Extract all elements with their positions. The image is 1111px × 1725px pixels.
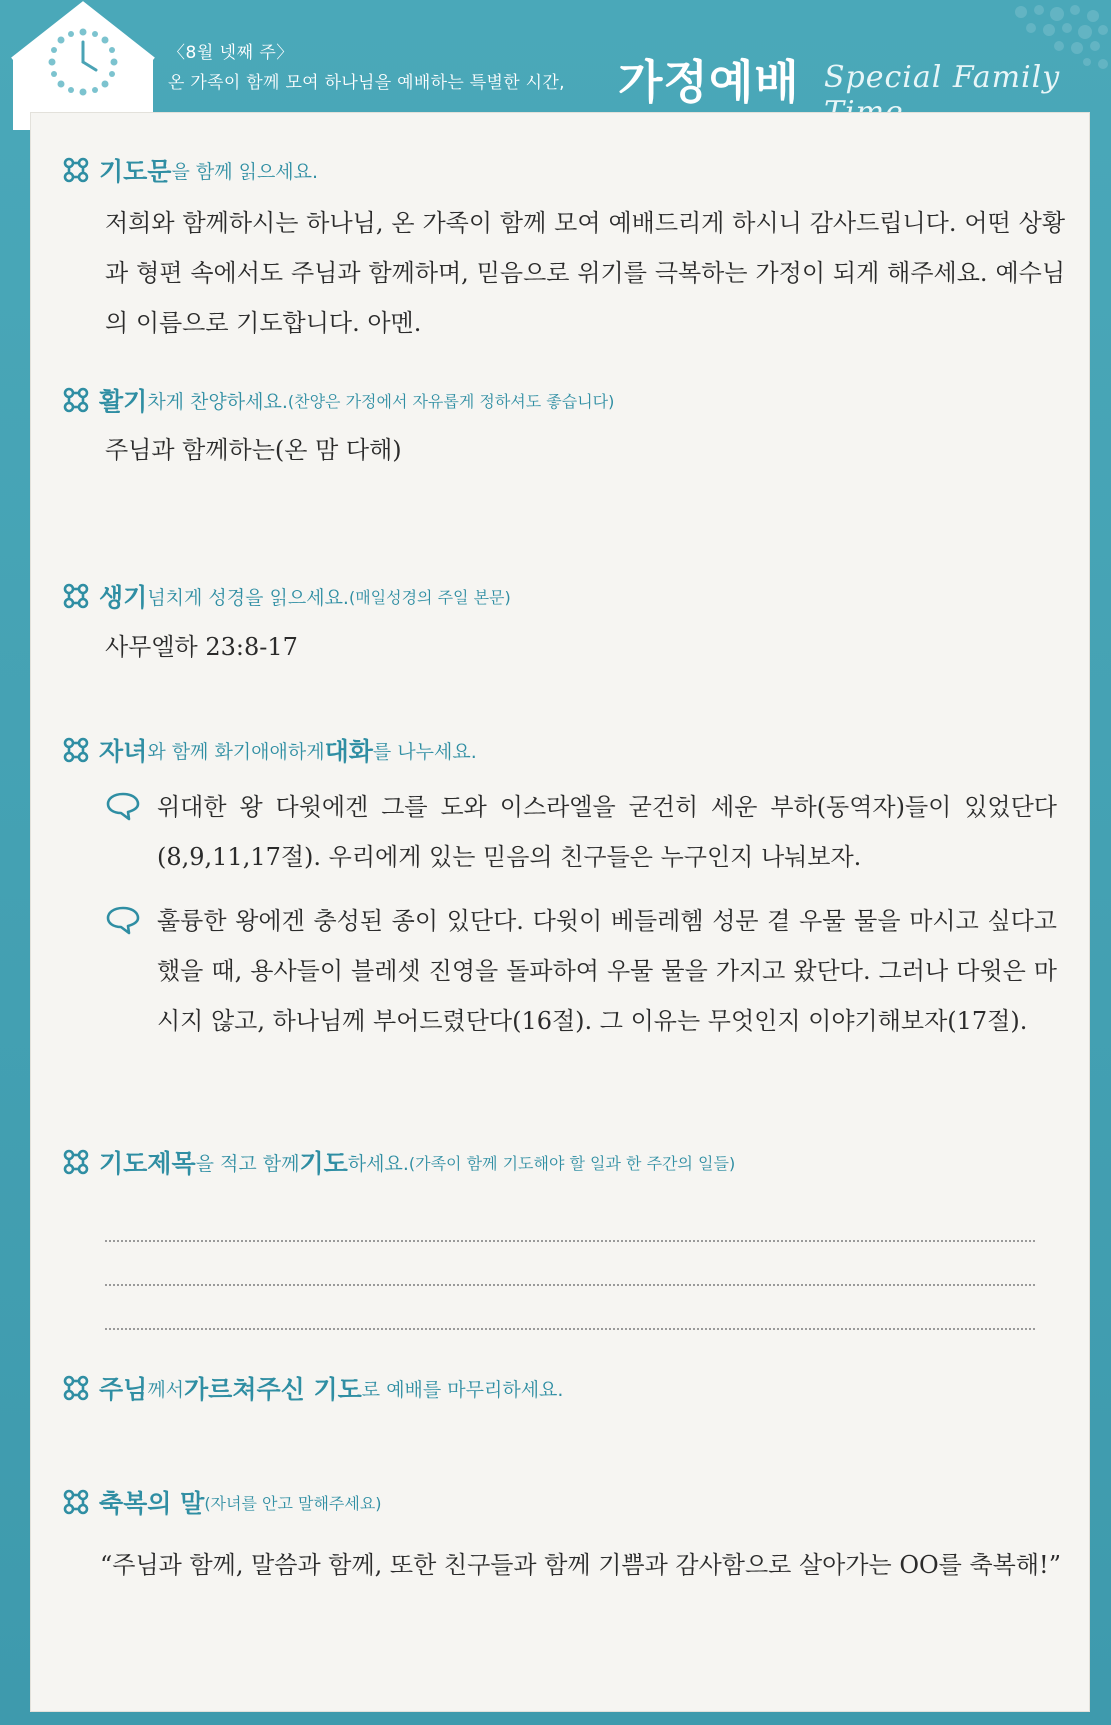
section-dialogue-heading <box>63 732 477 768</box>
heading-keyword: 기도제목 <box>99 1149 196 1178</box>
week-label: 〈8월 넷째 주〉 <box>168 43 294 63</box>
command-key-icon <box>63 583 89 609</box>
prayer-topic-line[interactable] <box>105 1240 1035 1242</box>
heading-keyword: 자녀 <box>99 737 148 766</box>
heading-text: 와 함께 화기애애하게 <box>147 740 325 763</box>
heading-note: (자녀를 안고 말해주세요) <box>204 1493 382 1513</box>
section-blessing-heading <box>63 1484 382 1520</box>
heading-keyword: 활기 <box>99 387 148 416</box>
prayer-topic-line[interactable] <box>105 1328 1035 1330</box>
praise-song: 주님과 함께하는(온 맘 다해) <box>105 436 402 464</box>
header-subtitle: 온 가족이 함께 모여 하나님을 예배하는 특별한 시간, <box>168 73 565 93</box>
section-lords-prayer-heading <box>63 1370 563 1406</box>
clock-house-icon <box>8 0 158 130</box>
scripture-reference: 사무엘하 23:8-17 <box>105 633 298 661</box>
question-text: 위대한 왕 다윗에겐 그를 도와 이스라엘을 굳건히 세운 부하(동역자)들이 있었단다(8,9,11,17절). 우리에게 있는 믿음의 친구들은 누구인지 나눠보자. <box>157 793 1057 871</box>
heading-note: (매일성경의 주일 본문) <box>348 587 511 607</box>
speech-bubble-icon <box>105 905 141 935</box>
heading-keyword: 축복의 말 <box>99 1489 205 1518</box>
content-card <box>30 112 1090 1712</box>
page-title: 가정예배 <box>618 55 800 109</box>
command-key-icon <box>63 157 89 183</box>
dialogue-question <box>105 782 1080 882</box>
dialogue-question <box>105 896 1080 1046</box>
page-title-english: Special Family <box>824 60 1061 95</box>
heading-keyword-2: 대화 <box>324 737 373 766</box>
heading-keyword-2: 가르쳐주신 기도 <box>184 1375 362 1404</box>
heading-keyword: 기도문 <box>99 157 172 186</box>
command-key-icon <box>63 1375 89 1401</box>
heading-text: 을 적고 함께 <box>195 1152 300 1175</box>
heading-note: (찬양은 가정에서 자유롭게 정하셔도 좋습니다) <box>287 391 615 411</box>
section-praise-heading <box>63 382 614 418</box>
page-header <box>0 0 1111 108</box>
command-key-icon <box>63 387 89 413</box>
heading-text: 께서 <box>147 1378 185 1401</box>
blessing-text: “주님과 함께, 말씀과 함께, 또한 친구들과 함께 기쁨과 감사함으로 살아가는 OO를 축복해!” <box>100 1551 1061 1579</box>
heading-keyword: 주님 <box>99 1375 148 1404</box>
heading-keyword: 생기 <box>99 583 148 612</box>
command-key-icon <box>63 737 89 763</box>
section-scripture-heading <box>63 578 511 614</box>
command-key-icon <box>63 1149 89 1175</box>
question-text: 훌륭한 왕에겐 충성된 종이 있단다. 다윗이 베들레헴 성문 곁 우물 물을 마시고 싶다고 했을 때, 용사들이 블레셋 진영을 돌파하여 우물 물을 가지고 왔단다. 그러나 다윗은 마시지 않고, 하나님께 부어드렸단다(16절). 그 이유는 무엇인지 이야기해보자(17절). <box>157 907 1057 1035</box>
command-key-icon <box>63 1489 89 1515</box>
heading-text: 넘치게 성경을 읽으세요. <box>147 586 349 609</box>
heading-note: (가족이 함께 기도해야 할 일과 한 주간의 일들) <box>408 1153 736 1173</box>
heading-text: 을 함께 읽으세요. <box>171 160 319 183</box>
heading-text-end: 로 예배를 마무리하세요. <box>361 1378 564 1401</box>
heading-text-end: 를 나누세요. <box>372 740 477 763</box>
speech-bubble-icon <box>105 791 141 821</box>
section-prayer-heading <box>63 152 318 188</box>
heading-keyword-2: 기도 <box>299 1149 348 1178</box>
section-prayer-topics-heading <box>63 1144 735 1180</box>
heading-text: 차게 찬양하세요. <box>147 390 288 413</box>
heading-text-end: 하세요. <box>347 1152 409 1175</box>
prayer-text: 저희와 함께하시는 하나님, 온 가족이 함께 모여 예배드리게 하시니 감사드립니다. 어떤 상황과 형편 속에서도 주님과 함께하며, 믿음으로 위기를 극복하는 가정이 되게 해주세요. 예수님의 이름으로 기도합니다. 아멘. <box>105 209 1065 337</box>
prayer-topic-line[interactable] <box>105 1284 1035 1286</box>
